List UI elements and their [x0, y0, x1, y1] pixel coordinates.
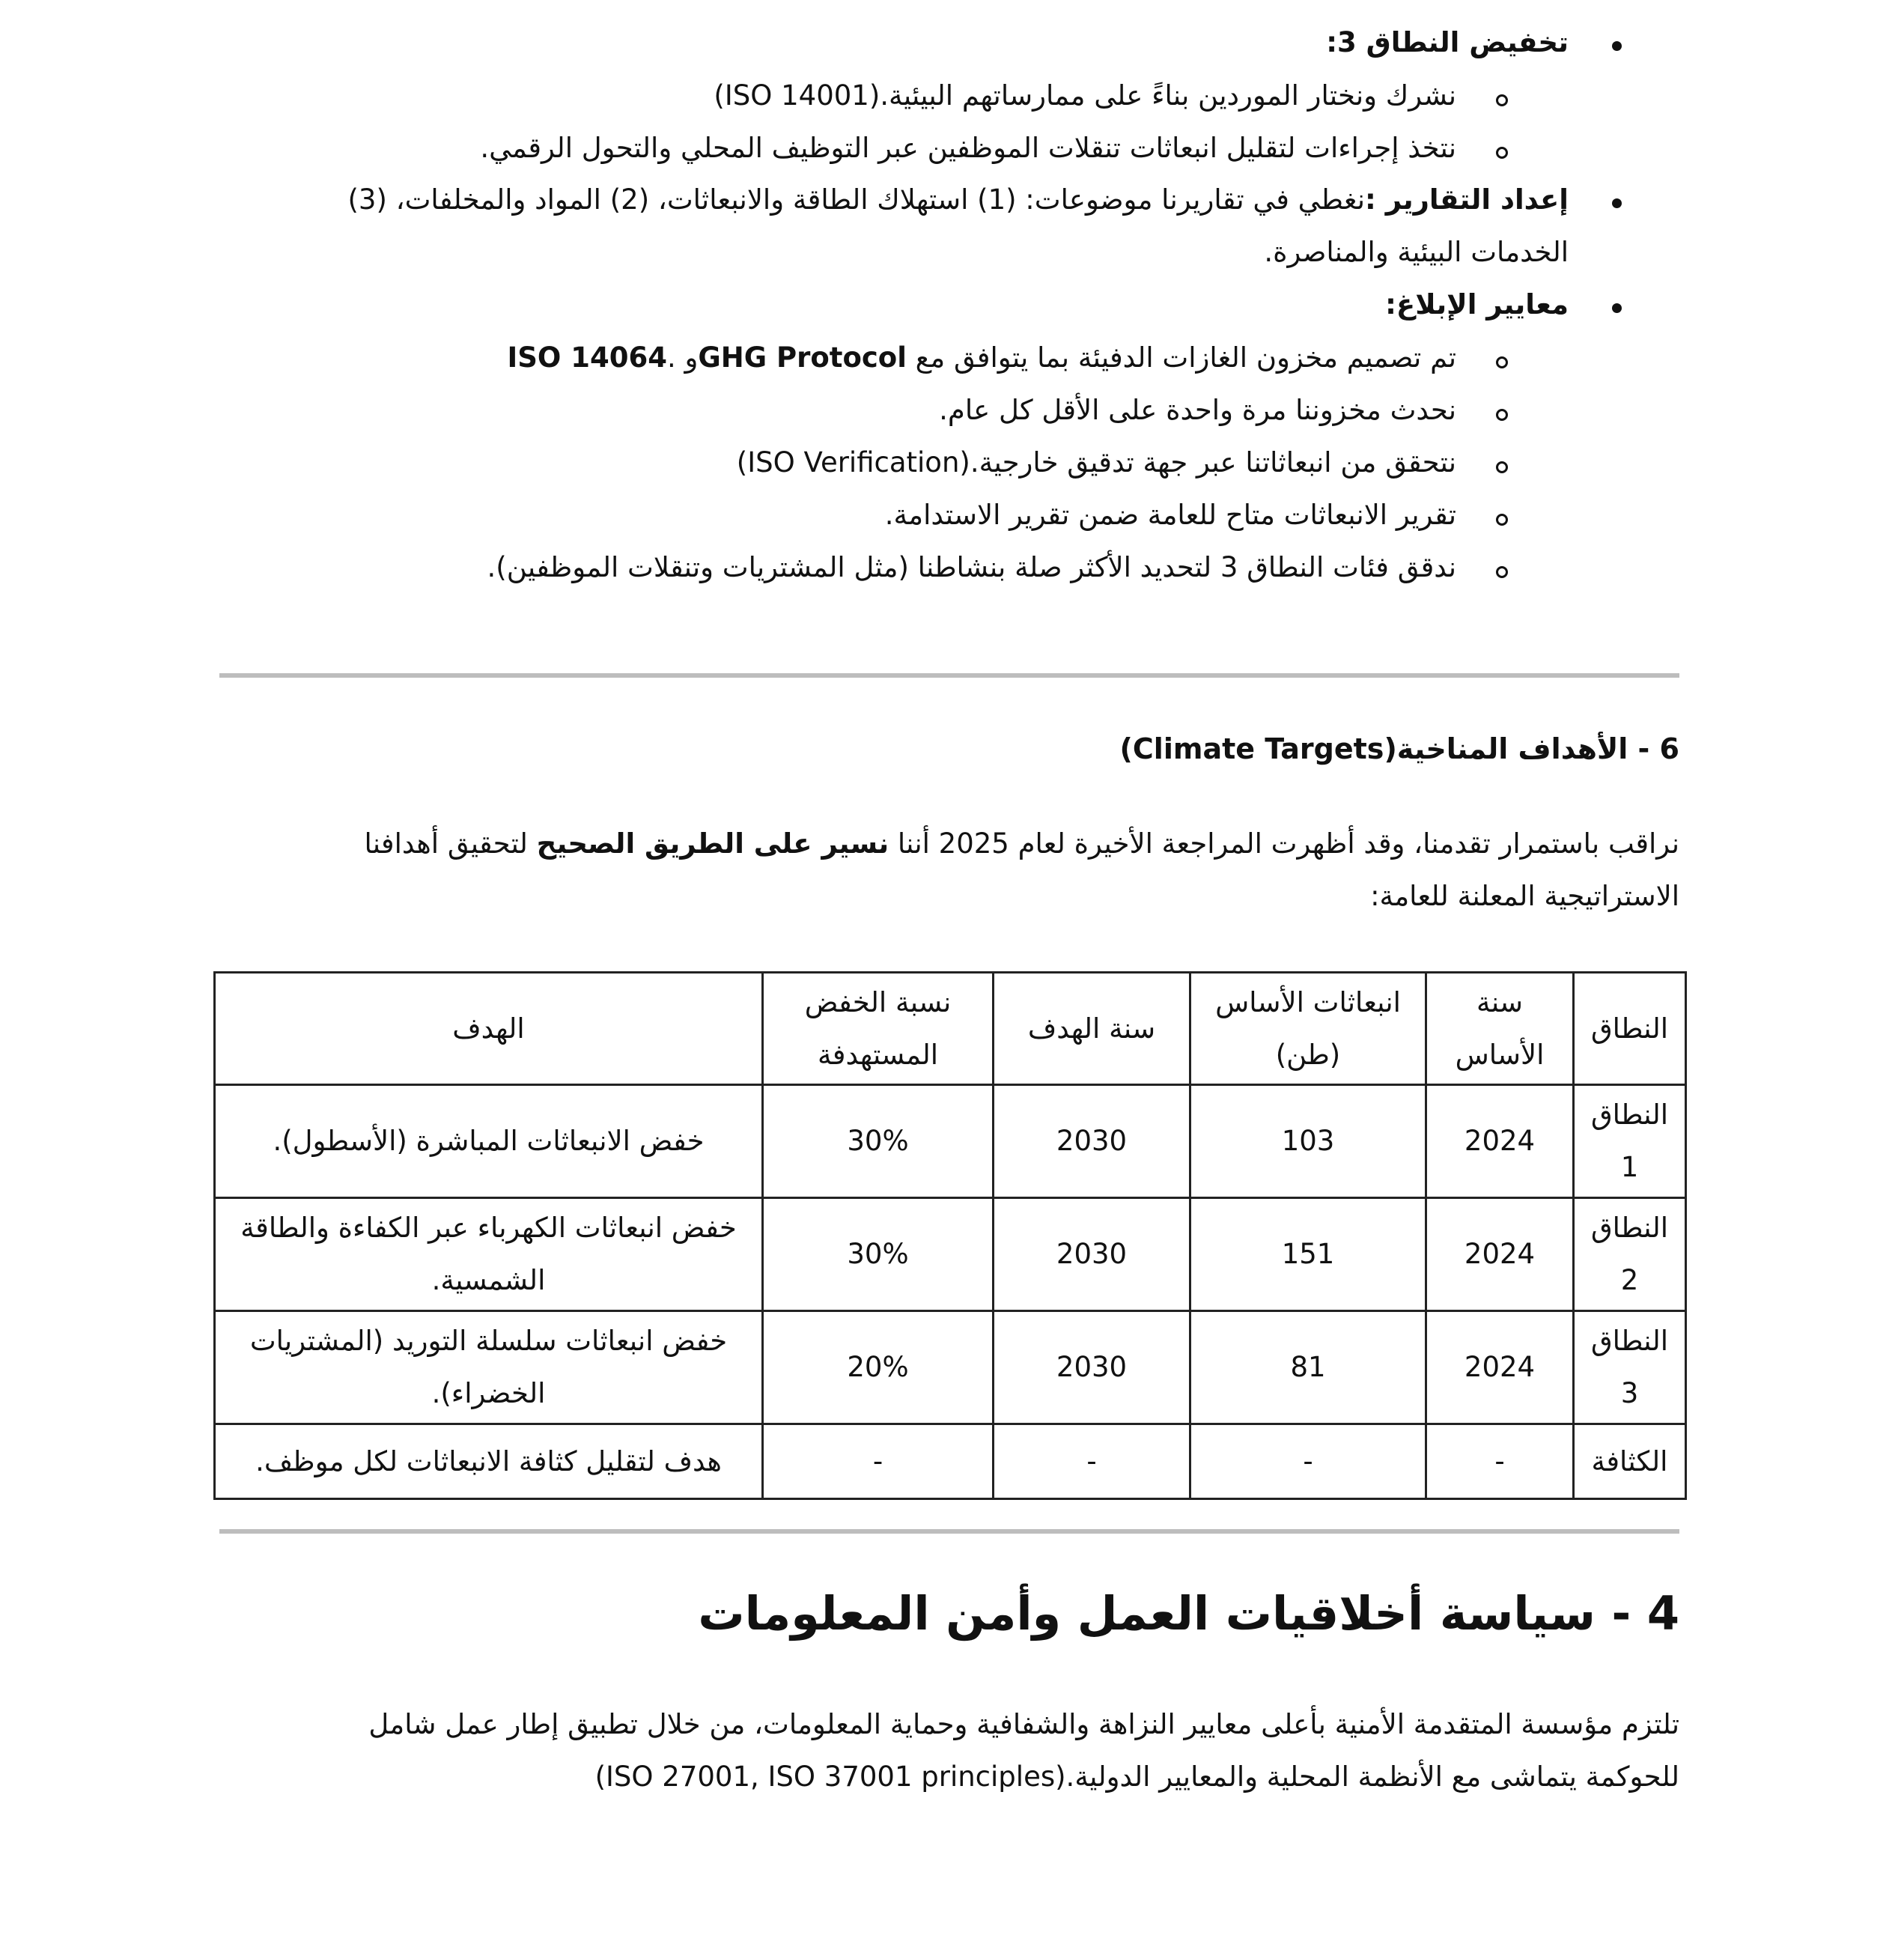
standards-title: معايير الإبلاغ:: [1385, 288, 1569, 321]
table-row: [215, 1424, 1686, 1499]
cell-reduction: -: [763, 1424, 994, 1499]
circle-bullet-icon: [1496, 514, 1508, 526]
table-row: [215, 1085, 1686, 1198]
ethics-policy-heading: 4 - سياسة أخلاقيات العمل وأمن المعلومات: [698, 1586, 1679, 1641]
ghg-protocol-label: GHG Protocol: [698, 341, 907, 374]
ethics-paragraph-line-2: للحوكمة يتماشى مع الأنظمة المحلية والمعايير الدولية.(ISO 27001, ISO 37001 principles): [594, 1761, 1679, 1793]
bullet-icon: [1612, 303, 1622, 313]
bullet-icon: [1612, 41, 1622, 51]
on-track-emphasis: نسير على الطريق الصحيح: [536, 827, 889, 860]
paragraph-text: لتحقيق أهدافنا: [364, 827, 537, 860]
cell-scope: النطاق 2: [1574, 1198, 1686, 1311]
standards-item-3: نتحقق من انبعاثاتنا عبر جهة تدقيق خارجية.(ISO Verification): [736, 446, 1456, 479]
cell-goal: خفض انبعاثات الكهرباء عبر الكفاءة والطاقة الشمسية.: [215, 1198, 763, 1311]
standards-item-1-text: تم تصميم مخزون الغازات الدفيئة بما يتوافق مع: [906, 341, 1456, 374]
cell-base-emissions: 103: [1190, 1085, 1426, 1198]
climate-targets-table: [213, 971, 1687, 1500]
reporting-line-1: [347, 174, 1569, 226]
header-target-year: سنة الهدف: [994, 973, 1190, 1085]
cell-base-year: -: [1426, 1424, 1574, 1499]
divider: [219, 1529, 1679, 1534]
ethics-paragraph-line-1: تلتزم مؤسسة المتقدمة الأمنية بأعلى معايير النزاهة والشفافية وحماية المعلومات، من خلال تطبيق إطار عمل شامل: [368, 1708, 1679, 1740]
cell-target-year: 2030: [994, 1311, 1190, 1424]
paragraph-text: نراقب باستمرار تقدمنا، وقد أظهرت المراجعة الأخيرة لعام 2025 أننا: [889, 827, 1679, 860]
reporting-title: إعداد التقارير :: [1365, 183, 1569, 216]
climate-targets-paragraph-line-1: [364, 818, 1679, 870]
climate-targets-heading: 6 - الأهداف المناخية(Climate Targets): [1119, 732, 1679, 765]
cell-goal: خفض الانبعاثات المباشرة (الأسطول).: [215, 1085, 763, 1198]
iso-14064-label: ISO 14064: [507, 341, 667, 374]
cell-base-emissions: 151: [1190, 1198, 1426, 1311]
header-scope: النطاق: [1574, 973, 1686, 1085]
cell-scope: النطاق 3: [1574, 1311, 1686, 1424]
cell-scope: الكثافة: [1574, 1424, 1686, 1499]
cell-target-year: 2030: [994, 1198, 1190, 1311]
cell-base-year: 2024: [1426, 1085, 1574, 1198]
cell-base-emissions: -: [1190, 1424, 1426, 1499]
table-header-row: [215, 973, 1686, 1085]
circle-bullet-icon: [1496, 566, 1508, 578]
header-base-emissions: انبعاثات الأساس (طن): [1190, 973, 1426, 1085]
standards-item-5: ندقق فئات النطاق 3 لتحديد الأكثر صلة بنشاطنا (مثل المشتريات وتنقلات الموظفين).: [487, 551, 1456, 583]
scope3-title: تخفيض النطاق 3:: [1326, 26, 1569, 58]
cell-target-year: 2030: [994, 1085, 1190, 1198]
cell-goal: خفض انبعاثات سلسلة التوريد (المشتريات الخضراء).: [215, 1311, 763, 1424]
scope3-item-1: نشرك ونختار الموردين بناءً على ممارساتهم البيئية.(ISO 14001): [714, 79, 1456, 112]
standards-item-1: [508, 332, 1456, 384]
standards-item-2: نحدث مخزوننا مرة واحدة على الأقل كل عام.: [939, 394, 1456, 426]
circle-bullet-icon: [1496, 147, 1508, 159]
bullet-icon: [1612, 198, 1622, 208]
reporting-line-2: الخدمات البيئية والمناصرة.: [1264, 236, 1569, 268]
cell-reduction: 20%: [763, 1311, 994, 1424]
divider: [219, 673, 1679, 678]
header-base-year: سنة الأساس: [1426, 973, 1574, 1085]
cell-goal: هدف لتقليل كثافة الانبعاثات لكل موظف.: [215, 1424, 763, 1499]
reporting-text: نغطي في تقاريرنا موضوعات: (1) استهلاك الطاقة والانبعاثات، (2) المواد والمخلفات، (3): [347, 183, 1366, 216]
circle-bullet-icon: [1496, 94, 1508, 106]
climate-targets-paragraph-line-2: الاستراتيجية المعلنة للعامة:: [1370, 880, 1679, 912]
circle-bullet-icon: [1496, 461, 1508, 473]
circle-bullet-icon: [1496, 409, 1508, 421]
cell-reduction: 30%: [763, 1198, 994, 1311]
header-goal: الهدف: [215, 973, 763, 1085]
standards-item-4: تقرير الانبعاثات متاح للعامة ضمن تقرير الاستدامة.: [884, 499, 1456, 531]
cell-base-year: 2024: [1426, 1311, 1574, 1424]
cell-target-year: -: [994, 1424, 1190, 1499]
cell-scope: النطاق 1: [1574, 1085, 1686, 1198]
table-row: [215, 1311, 1686, 1424]
cell-reduction: 30%: [763, 1085, 994, 1198]
standards-item-1-mid: و .: [667, 341, 699, 374]
table-row: [215, 1198, 1686, 1311]
scope3-item-2: نتخذ إجراءات لتقليل انبعاثات تنقلات الموظفين عبر التوظيف المحلي والتحول الرقمي.: [480, 132, 1456, 164]
header-reduction: نسبة الخفض المستهدفة: [763, 973, 994, 1085]
circle-bullet-icon: [1496, 356, 1508, 368]
cell-base-year: 2024: [1426, 1198, 1574, 1311]
cell-base-emissions: 81: [1190, 1311, 1426, 1424]
